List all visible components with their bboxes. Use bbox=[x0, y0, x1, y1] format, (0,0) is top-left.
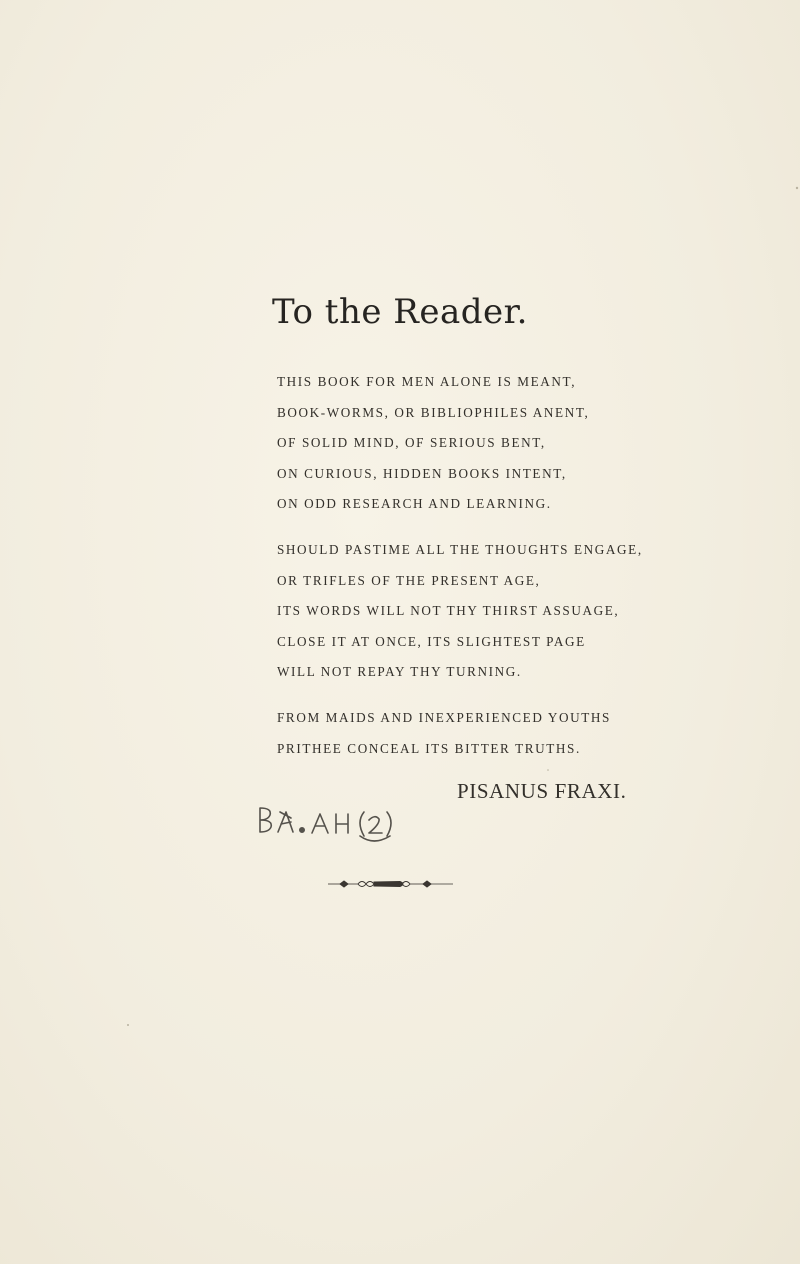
verse-line: PRITHEE CONCEAL ITS BITTER TRUTHS. bbox=[277, 740, 581, 756]
verse-line: OR TRIFLES OF THE PRESENT AGE, bbox=[277, 572, 541, 588]
verse-line: ON ODD RESEARCH AND LEARNING. bbox=[277, 496, 552, 511]
verse-line: BOOK-WORMS, OR BIBLIOPHILES ANENT, bbox=[277, 404, 590, 420]
stanza-3 bbox=[277, 703, 611, 764]
verse-line: ON CURIOUS, HIDDEN BOOKS INTENT, bbox=[277, 465, 567, 481]
verse-line: THIS BOOK FOR MEN ALONE IS MEANT, bbox=[277, 374, 577, 389]
page-title: To the Reader. bbox=[271, 292, 528, 332]
verse-line: WILL NOT REPAY THY TURNING. bbox=[277, 664, 522, 679]
verse-line: ITS WORDS WILL NOT THY THIRST ASSUAGE, bbox=[277, 603, 620, 618]
handwritten-shelfmark bbox=[256, 800, 406, 850]
stanza-1 bbox=[277, 367, 589, 520]
verse-line: FROM MAIDS AND INEXPERIENCED YOUTHS bbox=[277, 710, 611, 725]
ornament-divider bbox=[328, 878, 453, 890]
verse-line: SHOULD PASTIME ALL THE THOUGHTS ENGAGE, bbox=[277, 542, 643, 557]
verse-line: OF SOLID MIND, OF SERIOUS BENT, bbox=[277, 435, 546, 450]
author-signature: PISANUS FRAXI. bbox=[457, 779, 627, 803]
verse-line: CLOSE IT AT ONCE, ITS SLIGHTEST PAGE bbox=[277, 633, 586, 649]
stanza-2 bbox=[277, 535, 643, 688]
